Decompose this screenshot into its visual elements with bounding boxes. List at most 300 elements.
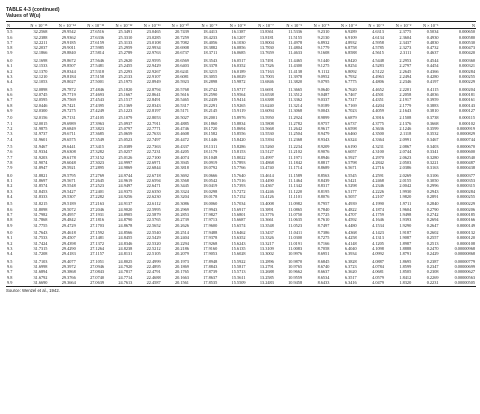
- table-cell: 20.6403: [174, 63, 189, 69]
- table-cell: 29.8672: [61, 57, 76, 63]
- table-cell: 18.0298: [203, 188, 218, 194]
- table-cell: 32.2388: [33, 34, 48, 40]
- table-cell: 32.1866: [33, 50, 48, 56]
- table-cell: 22.7100: [146, 154, 161, 160]
- table-cell: 22.9763: [146, 50, 161, 56]
- table-cell: 1.9087: [399, 235, 412, 241]
- table-cell: 0.0000540: [456, 154, 475, 160]
- table-cell: 0.0000670: [456, 143, 475, 149]
- table-cell: 20.5768: [174, 86, 189, 92]
- table-cell: 27.2645: [90, 177, 105, 183]
- table-cell: 8.9076: [317, 149, 330, 155]
- row-label: 8.3: [7, 188, 13, 194]
- table-cell: 31.9875: [33, 125, 48, 131]
- table-cell: 31.6998: [33, 263, 48, 269]
- row-label: 6.8: [7, 102, 13, 108]
- table-cell: 20.1561: [162, 280, 190, 286]
- table-cell: 29.4077: [61, 258, 76, 264]
- table-cell: 32.1053: [33, 79, 48, 85]
- row-label: 7.8: [7, 159, 13, 165]
- table-cell: 27.5158: [90, 73, 105, 79]
- table-cell: 13.7326: [259, 63, 274, 69]
- table-cell: 0.0000108: [456, 240, 475, 246]
- table-cell: 29.4842: [61, 217, 76, 223]
- table-cell: 9.0043: [317, 107, 330, 113]
- table-cell: 1.9498: [399, 211, 412, 217]
- table-cell: 10.9976: [288, 251, 303, 257]
- table-cell: 0.0000919: [456, 125, 475, 131]
- table-cell: 20.4885: [174, 120, 189, 126]
- table-cell: 15.8420: [231, 136, 246, 142]
- table-cell: 31.6894: [33, 269, 48, 275]
- table-cell: 6.8420: [344, 57, 357, 63]
- table-cell: 29.5548: [61, 183, 76, 189]
- table-cell: 8.6740: [317, 263, 330, 269]
- table-cell: 13.6846: [259, 79, 274, 85]
- row-label: 9.8: [7, 274, 13, 280]
- table-cell: 11.3068: [288, 107, 303, 113]
- table-cell: 24.9137: [118, 201, 133, 207]
- table-cell: 0.3738: [426, 115, 439, 121]
- table-cell: 11.0750: [288, 211, 303, 217]
- table-cell: 0.00000627: [454, 269, 475, 275]
- table-cell: 20.7082: [174, 39, 189, 45]
- table-body: [6, 29, 476, 286]
- table-cell: 13.8181: [259, 34, 274, 40]
- table-cell: 25.2959: [118, 45, 133, 51]
- table-cell: 1.9820: [399, 193, 412, 199]
- table-cell: 31.8697: [33, 177, 48, 183]
- table-cell: 6.6324: [344, 136, 357, 142]
- table-cell: 15.9872: [231, 79, 246, 85]
- row-label: 7.0: [7, 115, 13, 121]
- table-cell: 18.2742: [203, 86, 218, 92]
- table-cell: 22.7771: [146, 125, 161, 131]
- table-cell: 2.1376: [399, 120, 412, 126]
- table-cell: 20.3568: [174, 177, 189, 183]
- row-label: 7.5: [7, 143, 13, 149]
- table-cell: 22.8949: [146, 79, 161, 85]
- table-cell: 29.9542: [61, 29, 76, 35]
- table-row: [6, 56, 476, 63]
- row-label: 6.0: [7, 57, 13, 63]
- table-cell: 27.3685: [90, 131, 105, 137]
- table-cell: 2.0386: [399, 165, 412, 171]
- table-cell: 27.5814: [90, 50, 105, 56]
- row-label: 9.9: [6, 280, 20, 286]
- table-cell: 0.4115: [426, 86, 439, 92]
- table-cell: 4.3775: [372, 120, 384, 126]
- table-cell: 25.3310: [118, 34, 133, 40]
- table-cell: 22.8343: [146, 102, 161, 108]
- table-cell: 20.2294: [174, 240, 189, 246]
- table-cell: 27.1931: [90, 211, 105, 217]
- table-cell: 32.1210: [33, 73, 48, 79]
- table-cell: 29.7421: [61, 102, 76, 108]
- table-cell: 27.1481: [90, 235, 105, 241]
- row-label: 6.4: [7, 79, 13, 85]
- table-cell: 11.2642: [288, 125, 303, 131]
- table-cell: 0.00000868: [454, 251, 475, 257]
- table-cell: 15.5611: [231, 274, 246, 280]
- table-cell: 0.000143: [458, 102, 475, 108]
- table-cell: 20.3445: [174, 183, 189, 189]
- table-cell: 11.1842: [288, 159, 303, 165]
- table-cell: 22.9595: [146, 57, 161, 63]
- table-cell: 29.5921: [61, 165, 76, 171]
- table-cell: 13.5808: [259, 120, 274, 126]
- table-cell: 22.8197: [146, 107, 161, 113]
- table-cell: 17.9160: [203, 245, 218, 251]
- table-cell: 10.9559: [288, 274, 303, 280]
- table-cell: 31.6690: [20, 280, 48, 286]
- table-cell: 0.3467: [426, 136, 439, 142]
- row-label: 8.8: [7, 217, 13, 223]
- table-cell: 4.2591: [372, 172, 384, 178]
- table-cell: 31.7533: [33, 235, 48, 241]
- table-cell: 4.1646: [372, 217, 384, 223]
- table-cell: 20.1869: [174, 263, 189, 269]
- table-cell: 22.7497: [146, 136, 161, 142]
- table-cell: 22.7911: [146, 120, 161, 126]
- table-cell: 6.5057: [344, 193, 357, 199]
- table-cell: 15.5509: [218, 280, 246, 286]
- table-cell: 11.1101: [288, 193, 303, 199]
- table-cell: 4.3636: [372, 125, 384, 131]
- table-cell: 0.2557: [426, 235, 439, 241]
- table-cell: 24.7613: [105, 280, 133, 286]
- table-cell: 0.000650: [458, 29, 475, 35]
- table-cell: 13.5394: [259, 136, 274, 142]
- table-cell: 24.9744: [118, 172, 133, 178]
- table-cell: 6.8932: [317, 39, 330, 45]
- table-cell: 20.2969: [174, 206, 189, 212]
- table-cell: 2.0623: [399, 154, 412, 160]
- table-cell: 11.3978: [288, 73, 303, 79]
- table-cell: 6.4040: [344, 245, 357, 251]
- table-cell: 13.6240: [259, 102, 274, 108]
- table-cell: 4.2716: [372, 165, 384, 171]
- table-cell: 22.8053: [146, 115, 161, 121]
- row-label: 7.4: [7, 136, 13, 142]
- table-cell: 27.3023: [90, 159, 105, 165]
- table-cell: 22.5879: [146, 211, 161, 217]
- table-cell: 22.5540: [146, 230, 161, 235]
- table-cell: 29.8840: [61, 50, 76, 56]
- table-cell: 32.2211: [33, 39, 48, 45]
- table-cell: 27.4105: [90, 115, 105, 121]
- table-cell: 27.1592: [90, 230, 105, 235]
- table-cell: 6.6598: [344, 125, 357, 131]
- row-label: 5.8: [7, 45, 13, 51]
- table-cell: 13.7163: [259, 68, 274, 74]
- table-cell: 13.7491: [259, 57, 274, 63]
- table-cell: 1.9930: [399, 188, 412, 194]
- table-cell: 15.6801: [231, 211, 246, 217]
- table-cell: 4.1990: [372, 201, 384, 207]
- table-cell: 0.4930: [426, 34, 439, 40]
- column-header: N × 10⁻¹¹: [133, 22, 161, 29]
- table-cell: 27.3823: [90, 125, 105, 131]
- table-cell: 0.3403: [426, 143, 439, 149]
- table-cell: 11.0982: [288, 201, 303, 207]
- table-cell: 0.000115: [459, 115, 475, 121]
- table-cell: 11.2234: [288, 143, 303, 149]
- table-cell: 27.4846: [90, 86, 105, 92]
- table-cell: 10.9765: [288, 263, 303, 269]
- table-cell: 11.4804: [288, 45, 303, 51]
- table-cell: 1.8599: [399, 263, 412, 269]
- table-cell: 18.2439: [203, 97, 218, 103]
- table-cell: 15.8286: [231, 143, 246, 149]
- table-cell: 0.3280: [426, 154, 439, 160]
- table-cell: 18.1582: [203, 131, 218, 137]
- table-cell: 0.4454: [426, 63, 439, 69]
- table-cell: 6.6737: [344, 120, 357, 126]
- table-cell: 4.4652: [372, 86, 384, 92]
- table-cell: 20.5923: [174, 79, 189, 85]
- table-cell: 20.2514: [174, 230, 189, 235]
- table-cell: 29.9185: [61, 39, 76, 45]
- table-cell: 6.4368: [344, 230, 357, 235]
- table-cell: 8.9617: [317, 125, 330, 131]
- table-cell: 27.0946: [90, 263, 105, 269]
- table-cell: 20.5317: [174, 102, 189, 108]
- table-cell: 9.0189: [317, 102, 330, 108]
- table-cell: 23.0465: [146, 29, 161, 35]
- table-cell: 27.5481: [90, 63, 105, 69]
- table-cell: 15.7893: [231, 159, 246, 165]
- table-cell: 27.6516: [90, 29, 105, 35]
- table-cell: 18.3882: [203, 45, 218, 51]
- table-cell: 18.0666: [203, 172, 218, 178]
- table-cell: 0.2891: [426, 193, 439, 199]
- table-cell: 20.1663: [174, 274, 189, 280]
- table-cell: 29.3664: [48, 280, 76, 286]
- table-cell: 15.6028: [231, 251, 246, 257]
- table-cell: 6.3416: [330, 280, 357, 286]
- table-cell: 0.3050: [426, 177, 439, 183]
- table-cell: 29.4398: [61, 240, 76, 246]
- table-cell: 0.000580: [458, 34, 475, 40]
- table-cell: 29.6048: [61, 159, 76, 165]
- table-cell: 4.4501: [372, 91, 384, 97]
- table-cell: 8.8817: [317, 159, 330, 165]
- table-cell: 13.3776: [259, 211, 274, 217]
- table-cell: 18.3543: [203, 57, 218, 63]
- table-cell: 13.4614: [259, 172, 274, 178]
- table-cell: 0.2231: [412, 280, 439, 286]
- table-cell: 0.3163: [426, 165, 439, 171]
- table-cell: 2.3111: [399, 50, 412, 56]
- row-label: 9.6: [7, 263, 13, 269]
- column-header: N × 10⁻¹³: [77, 22, 105, 29]
- table-cell: 4.4059: [372, 107, 384, 113]
- table-cell: 0.3959: [426, 97, 439, 103]
- table-cell: 20.1765: [174, 269, 189, 275]
- table-cell: 24.9997: [118, 159, 133, 165]
- table-cell: 17.9488: [203, 230, 218, 235]
- table-subtitle: Values of W(u): [6, 13, 41, 19]
- table-cell: 2.2494: [399, 73, 412, 79]
- table-cell: 0.4197: [426, 79, 439, 85]
- table-cell: 25.0659: [118, 131, 133, 137]
- table-cell: 18.3711: [203, 50, 218, 56]
- table-cell: 13.2483: [247, 280, 275, 286]
- table-cell: 29.7569: [61, 97, 76, 103]
- table-cell: 24.9497: [118, 183, 133, 189]
- column-header: N × 10⁻¹²: [105, 22, 133, 29]
- table-cell: 9.2130: [317, 34, 330, 40]
- table-cell: 27.1372: [90, 240, 105, 246]
- table-cell: 31.8574: [33, 183, 48, 189]
- table-cell: 10.9662: [288, 269, 303, 275]
- table-cell: 22.8794: [146, 86, 161, 92]
- table-cell: 0.00000699: [454, 263, 475, 269]
- table-cell: 15.5922: [231, 258, 246, 264]
- table-cell: 0.2840: [426, 201, 439, 207]
- table-cell: 1.8505: [399, 269, 412, 275]
- row-label: 6.3: [7, 73, 13, 79]
- table-cell: 11.2102: [288, 149, 303, 155]
- table-cell: 6.4707: [344, 211, 357, 217]
- table-cell: 8.8195: [317, 188, 330, 194]
- table-cell: 4.5448: [372, 57, 384, 63]
- table-cell: 10.9870: [288, 258, 303, 264]
- table-cell: 29.5307: [61, 193, 76, 199]
- table-cell: 27.2895: [90, 165, 105, 171]
- table-cell: 13.3002: [259, 251, 274, 257]
- table-cell: 27.0639: [77, 280, 105, 286]
- table-cell: 0.000204: [458, 86, 475, 92]
- table-cell: 25.1667: [118, 91, 133, 97]
- column-header: N × 10⁻⁸: [218, 22, 246, 29]
- table-cell: 4.2346: [372, 183, 384, 189]
- table-cell: 11.1464: [288, 177, 303, 183]
- table-cell: 27.4249: [90, 107, 105, 113]
- column-header: N × 10⁻³: [358, 22, 385, 29]
- table-cell: 22.4791: [146, 269, 161, 275]
- row-label: 9.7: [7, 269, 13, 275]
- table-cell: 27.1157: [90, 251, 105, 257]
- table-cell: 13.3548: [259, 222, 274, 228]
- table-cell: 13.5950: [259, 115, 274, 121]
- table-cell: 6.6057: [344, 149, 357, 155]
- table-cell: 8.8076: [317, 193, 330, 199]
- table-cell: 2.0991: [399, 136, 412, 142]
- table-cell: 25.3133: [118, 39, 133, 45]
- table-cell: 11.4633: [288, 50, 303, 56]
- row-label: 8.9: [7, 222, 13, 228]
- table-cell: 24.8678: [118, 222, 133, 228]
- row-label: 9.2: [7, 240, 13, 246]
- table-cell: 29.8027: [61, 79, 76, 85]
- table-cell: 22.8641: [146, 91, 161, 97]
- table-cell: 22.4999: [146, 258, 161, 264]
- table-cell: 11.1971: [288, 154, 303, 160]
- table-cell: 6.8588: [344, 50, 357, 56]
- table-cell: 6.3934: [344, 251, 357, 257]
- table-cell: 17.9053: [203, 251, 218, 257]
- table-cell: 6.5177: [344, 188, 357, 194]
- table-cell: 0.0000487: [456, 159, 475, 165]
- table-cell: 8.8439: [317, 177, 330, 183]
- table-cell: 0.000127: [458, 107, 475, 113]
- table-cell: 22.6471: [146, 183, 161, 189]
- table-cell: 27.5985: [90, 45, 105, 51]
- table-cell: 1.8791: [399, 251, 412, 257]
- table-cell: 9.0795: [317, 79, 330, 85]
- table-cell: 20.3692: [174, 172, 189, 178]
- table-cell: 31.8947: [33, 165, 48, 171]
- column-header: N × 10⁻⁴: [330, 22, 357, 29]
- row-label: 8.1: [7, 177, 13, 183]
- table-cell: 8.7725: [317, 211, 330, 217]
- row-label: 9.4: [7, 251, 13, 257]
- table-cell: 2.1917: [399, 97, 412, 103]
- table-cell: 31.9601: [33, 136, 48, 142]
- table-cell: 20.4337: [174, 143, 189, 149]
- table-cell: 15.7152: [231, 193, 246, 199]
- table-cell: 25.2293: [118, 68, 133, 74]
- table-cell: 9.0640: [317, 86, 330, 92]
- table-cell: 9.0337: [317, 97, 330, 103]
- table-cell: 22.9429: [146, 63, 161, 69]
- table-cell: 24.8566: [118, 230, 133, 235]
- table-cell: 29.7275: [61, 107, 76, 113]
- table-cell: 11.0083: [288, 245, 303, 251]
- table-cell: 27.1816: [90, 217, 105, 223]
- column-header: N × 10⁻¹⁰: [162, 22, 190, 29]
- table-cell: 25.2620: [118, 57, 133, 63]
- table-cell: 4.4351: [372, 97, 384, 103]
- table-cell: 13.4740: [259, 165, 274, 171]
- table-cell: 15.7766: [231, 165, 246, 171]
- table-cell: 23.0108: [146, 39, 161, 45]
- table-row: [6, 142, 476, 149]
- table-cell: 15.6243: [231, 240, 246, 246]
- table-cell: 0.0000744: [456, 136, 475, 142]
- table-cell: 6.8758: [344, 45, 357, 51]
- table-cell: 29.3766: [61, 274, 76, 280]
- table-cell: 22.6718: [146, 172, 161, 178]
- table-cell: 22.5429: [146, 235, 161, 241]
- table-cell: 17.8739: [203, 269, 218, 275]
- table-cell: 15.9564: [231, 91, 246, 97]
- table-cell: 13.2791: [259, 263, 274, 269]
- table-cell: 27.3415: [90, 143, 105, 149]
- table-cell: 0.2943: [426, 188, 439, 194]
- table-cell: 15.9265: [231, 102, 246, 108]
- table-cell: 0.0000353: [456, 177, 475, 183]
- table-cell: 22.5212: [146, 245, 161, 251]
- table-cell: 11.0635: [288, 217, 303, 223]
- table-cell: 15.5817: [231, 263, 246, 269]
- table-cell: 0.0000149: [456, 222, 475, 228]
- table-cell: 22.5995: [146, 206, 161, 212]
- column-header: N × 10⁻¹⁴: [48, 22, 76, 29]
- table-cell: 0.3106: [426, 172, 439, 178]
- table-cell: 0.2347: [426, 263, 439, 269]
- table-cell: 11.0523: [288, 222, 303, 228]
- row-label: 8.2: [7, 183, 13, 189]
- table-cell: 20.3086: [174, 201, 189, 207]
- table-cell: 2.0155: [399, 177, 412, 183]
- table-cell: 0.000360: [458, 57, 475, 63]
- table-cell: 18.4056: [203, 39, 218, 45]
- table-cell: 4.4204: [372, 102, 384, 108]
- table-cell: 25.2133: [118, 73, 133, 79]
